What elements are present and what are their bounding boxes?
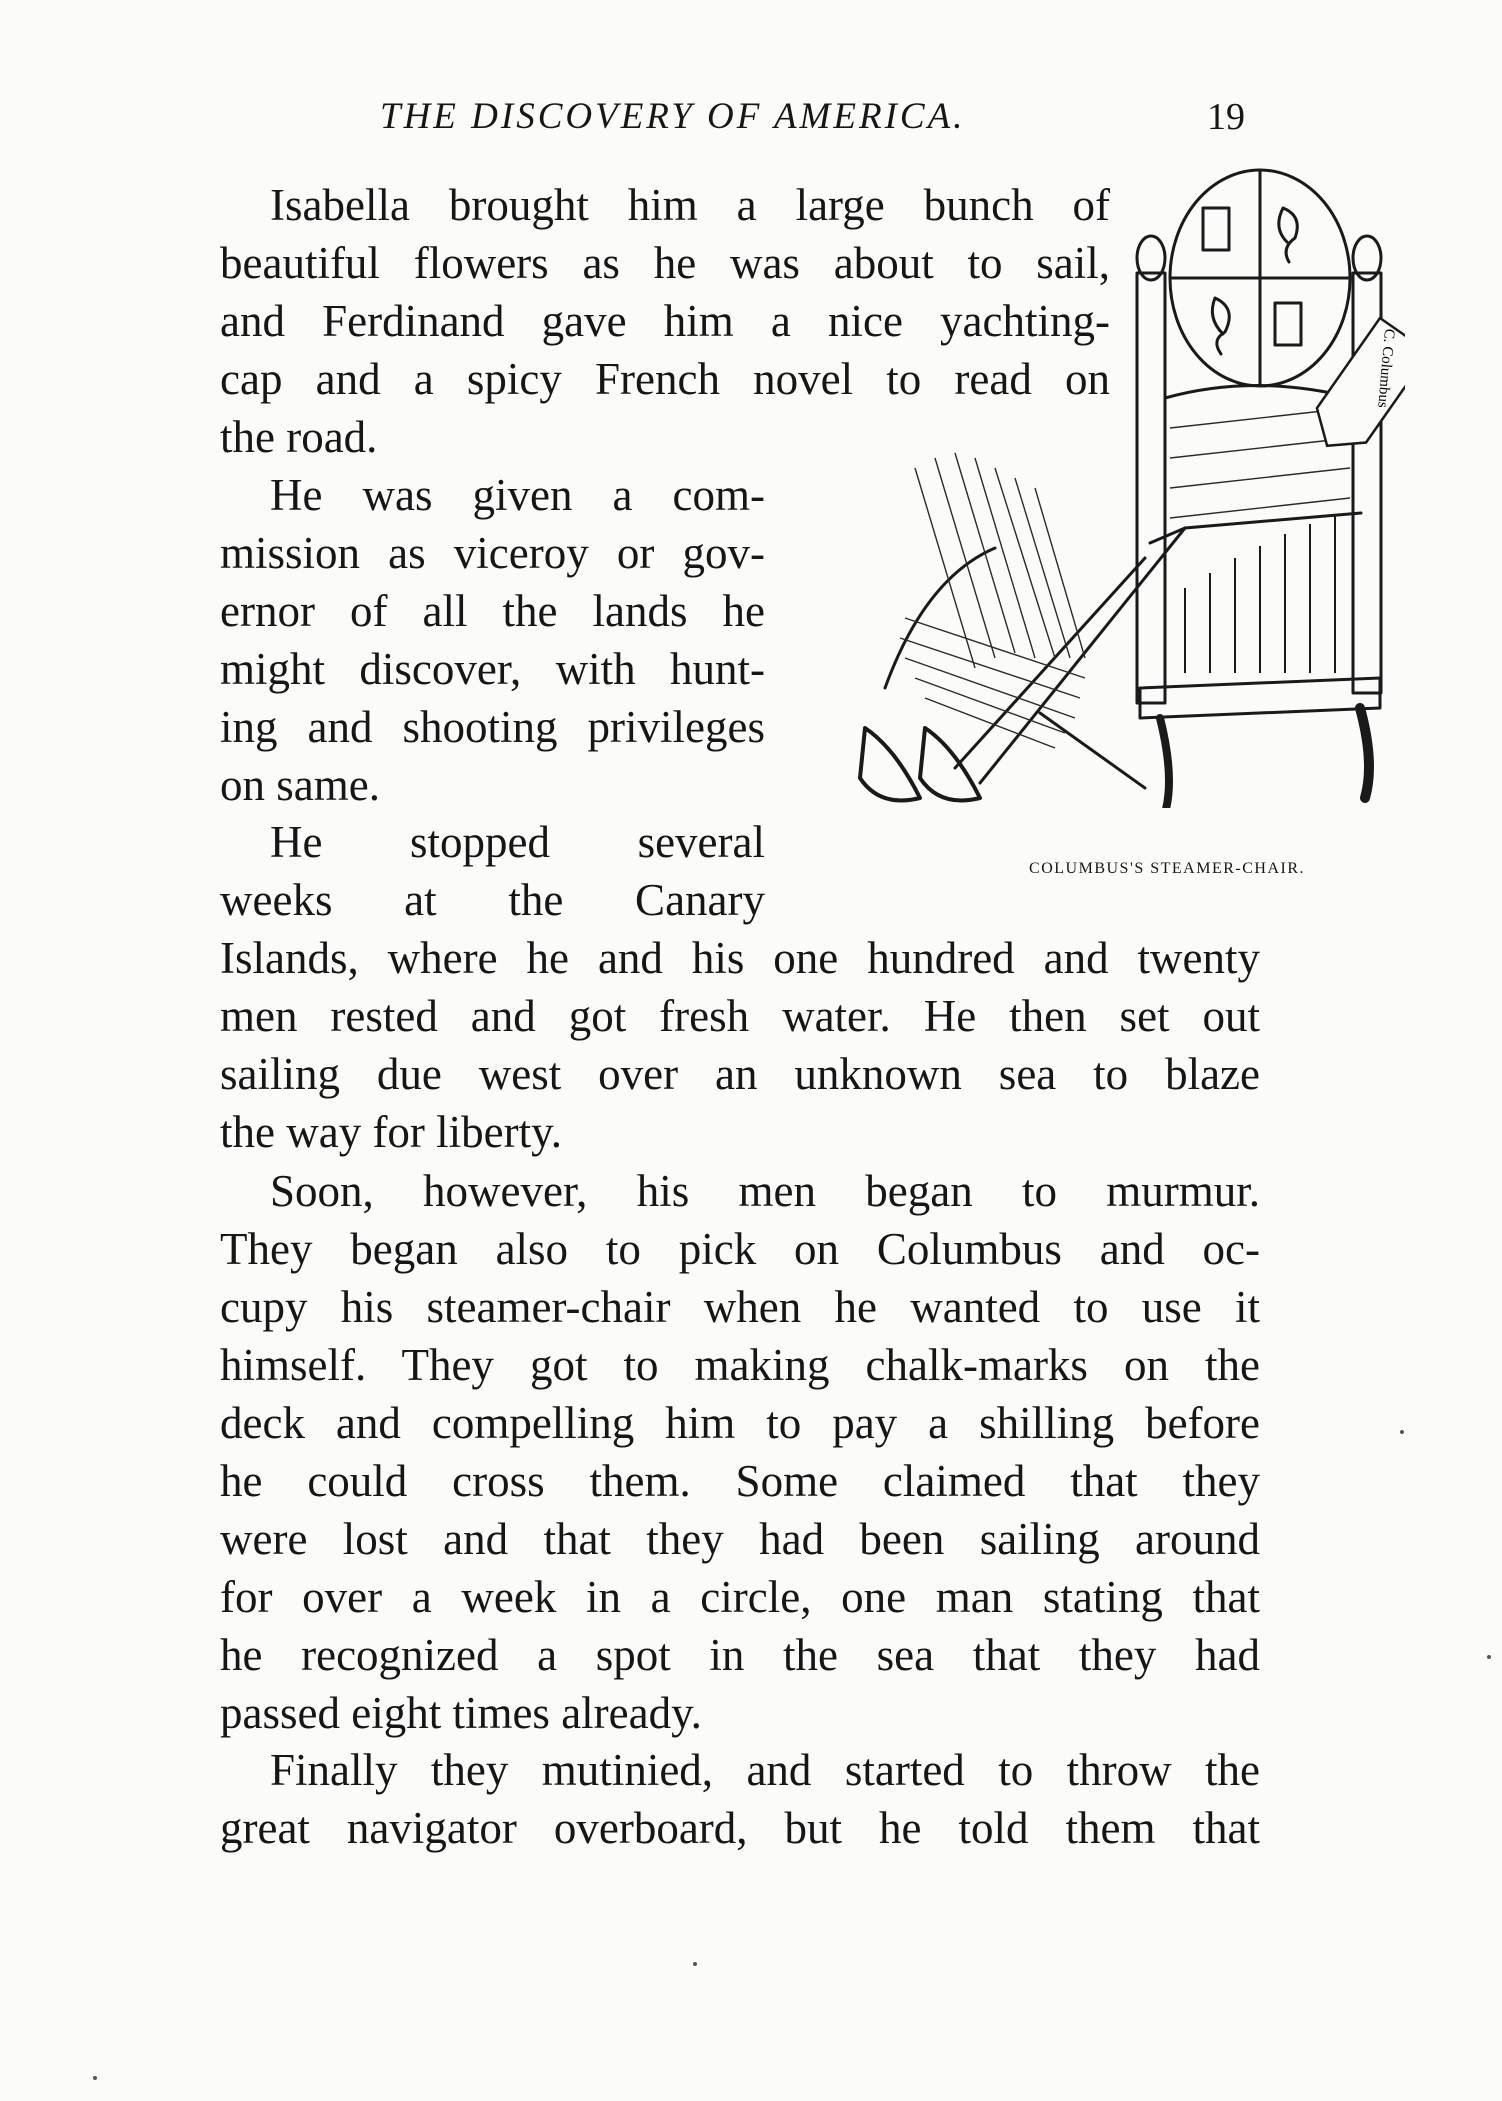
text-line: might discover, with hunt- — [220, 644, 765, 694]
text-line: himself. They got to making chalk-marks on the — [220, 1340, 1260, 1390]
illustration-caption: COLUMBUS'S STEAMER-CHAIR. — [1029, 860, 1305, 877]
paragraph-4 — [220, 1162, 1260, 1742]
text-line: men rested and got fresh water. He then set out — [220, 991, 1260, 1041]
text-line: for over a week in a circle, one man stating that — [220, 1572, 1260, 1622]
text-line: he recognized a spot in the sea that they had — [220, 1630, 1260, 1680]
paper-speck — [1400, 1430, 1404, 1434]
paragraph-2 — [220, 466, 765, 814]
text-line: ernor of all the lands he — [220, 586, 765, 636]
text-line: beautiful flowers as he was about to sail, — [220, 238, 1110, 288]
steamer-chair-illustration — [805, 168, 1405, 828]
steamer-chair-drawing — [805, 168, 1405, 808]
page-number: 19 — [1207, 96, 1245, 138]
text-line: on same. — [220, 760, 380, 810]
text-line: He stopped several — [270, 817, 765, 867]
text-line: the road. — [220, 412, 378, 462]
text-line: He was given a com- — [270, 470, 765, 520]
text-line: They began also to pick on Columbus and oc- — [220, 1224, 1260, 1274]
paper-speck — [93, 2076, 97, 2080]
text-line: mission as viceroy or gov- — [220, 528, 765, 578]
paper-speck — [693, 1962, 697, 1966]
name-tag-text: C. Columbus — [1374, 328, 1398, 409]
text-line: Finally they mutinied, and started to throw the — [270, 1745, 1260, 1795]
text-line: passed eight times already. — [220, 1688, 702, 1738]
text-line: cap and a spicy French novel to read on — [220, 354, 1110, 404]
text-line: and Ferdinand gave him a nice yachting- — [220, 296, 1110, 346]
text-line: cupy his steamer-chair when he wanted to use it — [220, 1282, 1260, 1332]
text-line: ing and shooting privileges — [220, 702, 765, 752]
text-line: the way for liberty. — [220, 1107, 562, 1157]
text-line: Isabella brought him a large bunch of — [270, 180, 1110, 230]
text-line: were lost and that they had been sailing around — [220, 1514, 1260, 1564]
paragraph-5 — [220, 1741, 1260, 1857]
paper-speck — [1487, 1655, 1491, 1659]
text-line: Islands, where he and his one hundred and twenty — [220, 933, 1260, 983]
text-line: great navigator overboard, but he told them that — [220, 1803, 1260, 1853]
text-line: he could cross them. Some claimed that they — [220, 1456, 1260, 1506]
text-line: deck and compelling him to pay a shilling before — [220, 1398, 1260, 1448]
running-head — [220, 95, 1260, 145]
text-line: sailing due west over an unknown sea to blaze — [220, 1049, 1260, 1099]
text-line: weeks at the Canary — [220, 875, 765, 925]
running-title: THE DISCOVERY OF AMERICA. — [380, 96, 966, 137]
text-line: Soon, however, his men began to murmur. — [270, 1166, 1260, 1216]
